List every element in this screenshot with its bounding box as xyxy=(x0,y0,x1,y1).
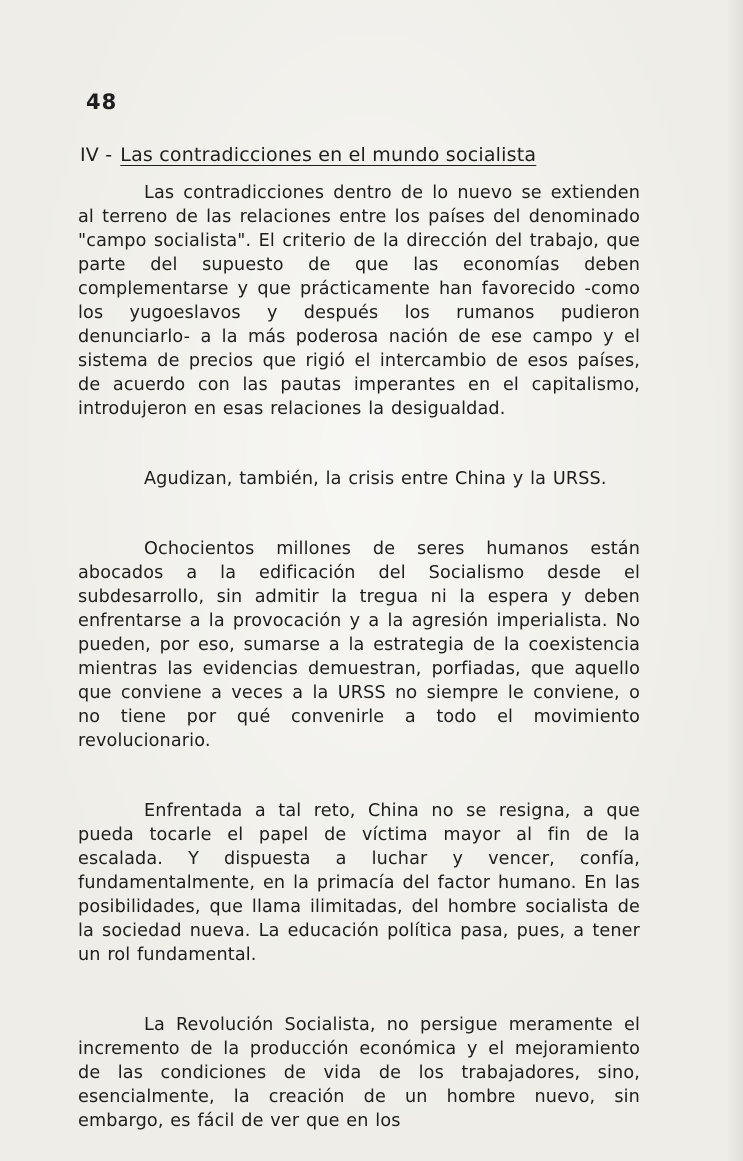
chapter-number: IV - xyxy=(80,144,113,166)
page-number: 48 xyxy=(86,90,118,114)
paragraph-2: Agudizan, también, la crisis entre China y la URSS. xyxy=(144,469,607,489)
paragraph-3: Ochocientos millones de seres humanos están abocados a la edificación del Socialismo desde el subdesarrollo, sin admitir la tregua ni la espera y deben enfrentarse a la provocación y a la agresión imperialista. No pueden, por eso, sumarse a la estrategia de la coexistencia mientras las evidencias demuestran, porfiadas, que aquello que conviene a veces a la URSS no siempre le conviene, o no tiene por qué convenirle a todo el movimiento revolucionario. xyxy=(78,539,640,751)
paragraph-5: La Revolución Socialista, no persigue meramente el incremento de la producción económica y el mejoramiento de las condiciones de vida de los trabajadores, sino, esencialmente, la creación de un hombre nuevo, sin embargo, es fácil de ver que en los xyxy=(78,1015,640,1131)
paragraph-1: Las contradicciones dentro de lo nuevo se extienden al terreno de las relaciones entre los países del denominado "campo socialista". El criterio de la dirección del trabajo, que parte del supuesto de que las economías deben complementarse y que prácticamente han favorecido -como los yugoeslavos y después los rumanos pudieron denunciarlo- a la más poderosa nación de ese campo y el sistema de precios que rigió el intercambio de esos países, de acuerdo con las pautas imperantes en el capitalismo, introdujeron en esas relaciones la desigualdad. xyxy=(78,183,640,419)
paragraph-4: Enfrentada a tal reto, China no se resigna, a que pueda tocarle el papel de víctima mayor al fin de la escalada. Y dispuesta a luchar y vencer, confía, fundamentalmente, en la primacía del factor humano. En las posibilidades, que llama ilimitadas, del hombre socialista de la sociedad nueva. La educación política pasa, pues, a tener un rol fundamental. xyxy=(78,801,640,965)
chapter-title: Las contradicciones en el mundo socialista xyxy=(120,144,537,166)
body-text xyxy=(78,181,640,1133)
page-edge-shadow xyxy=(725,0,743,1161)
chapter-heading xyxy=(80,144,536,166)
